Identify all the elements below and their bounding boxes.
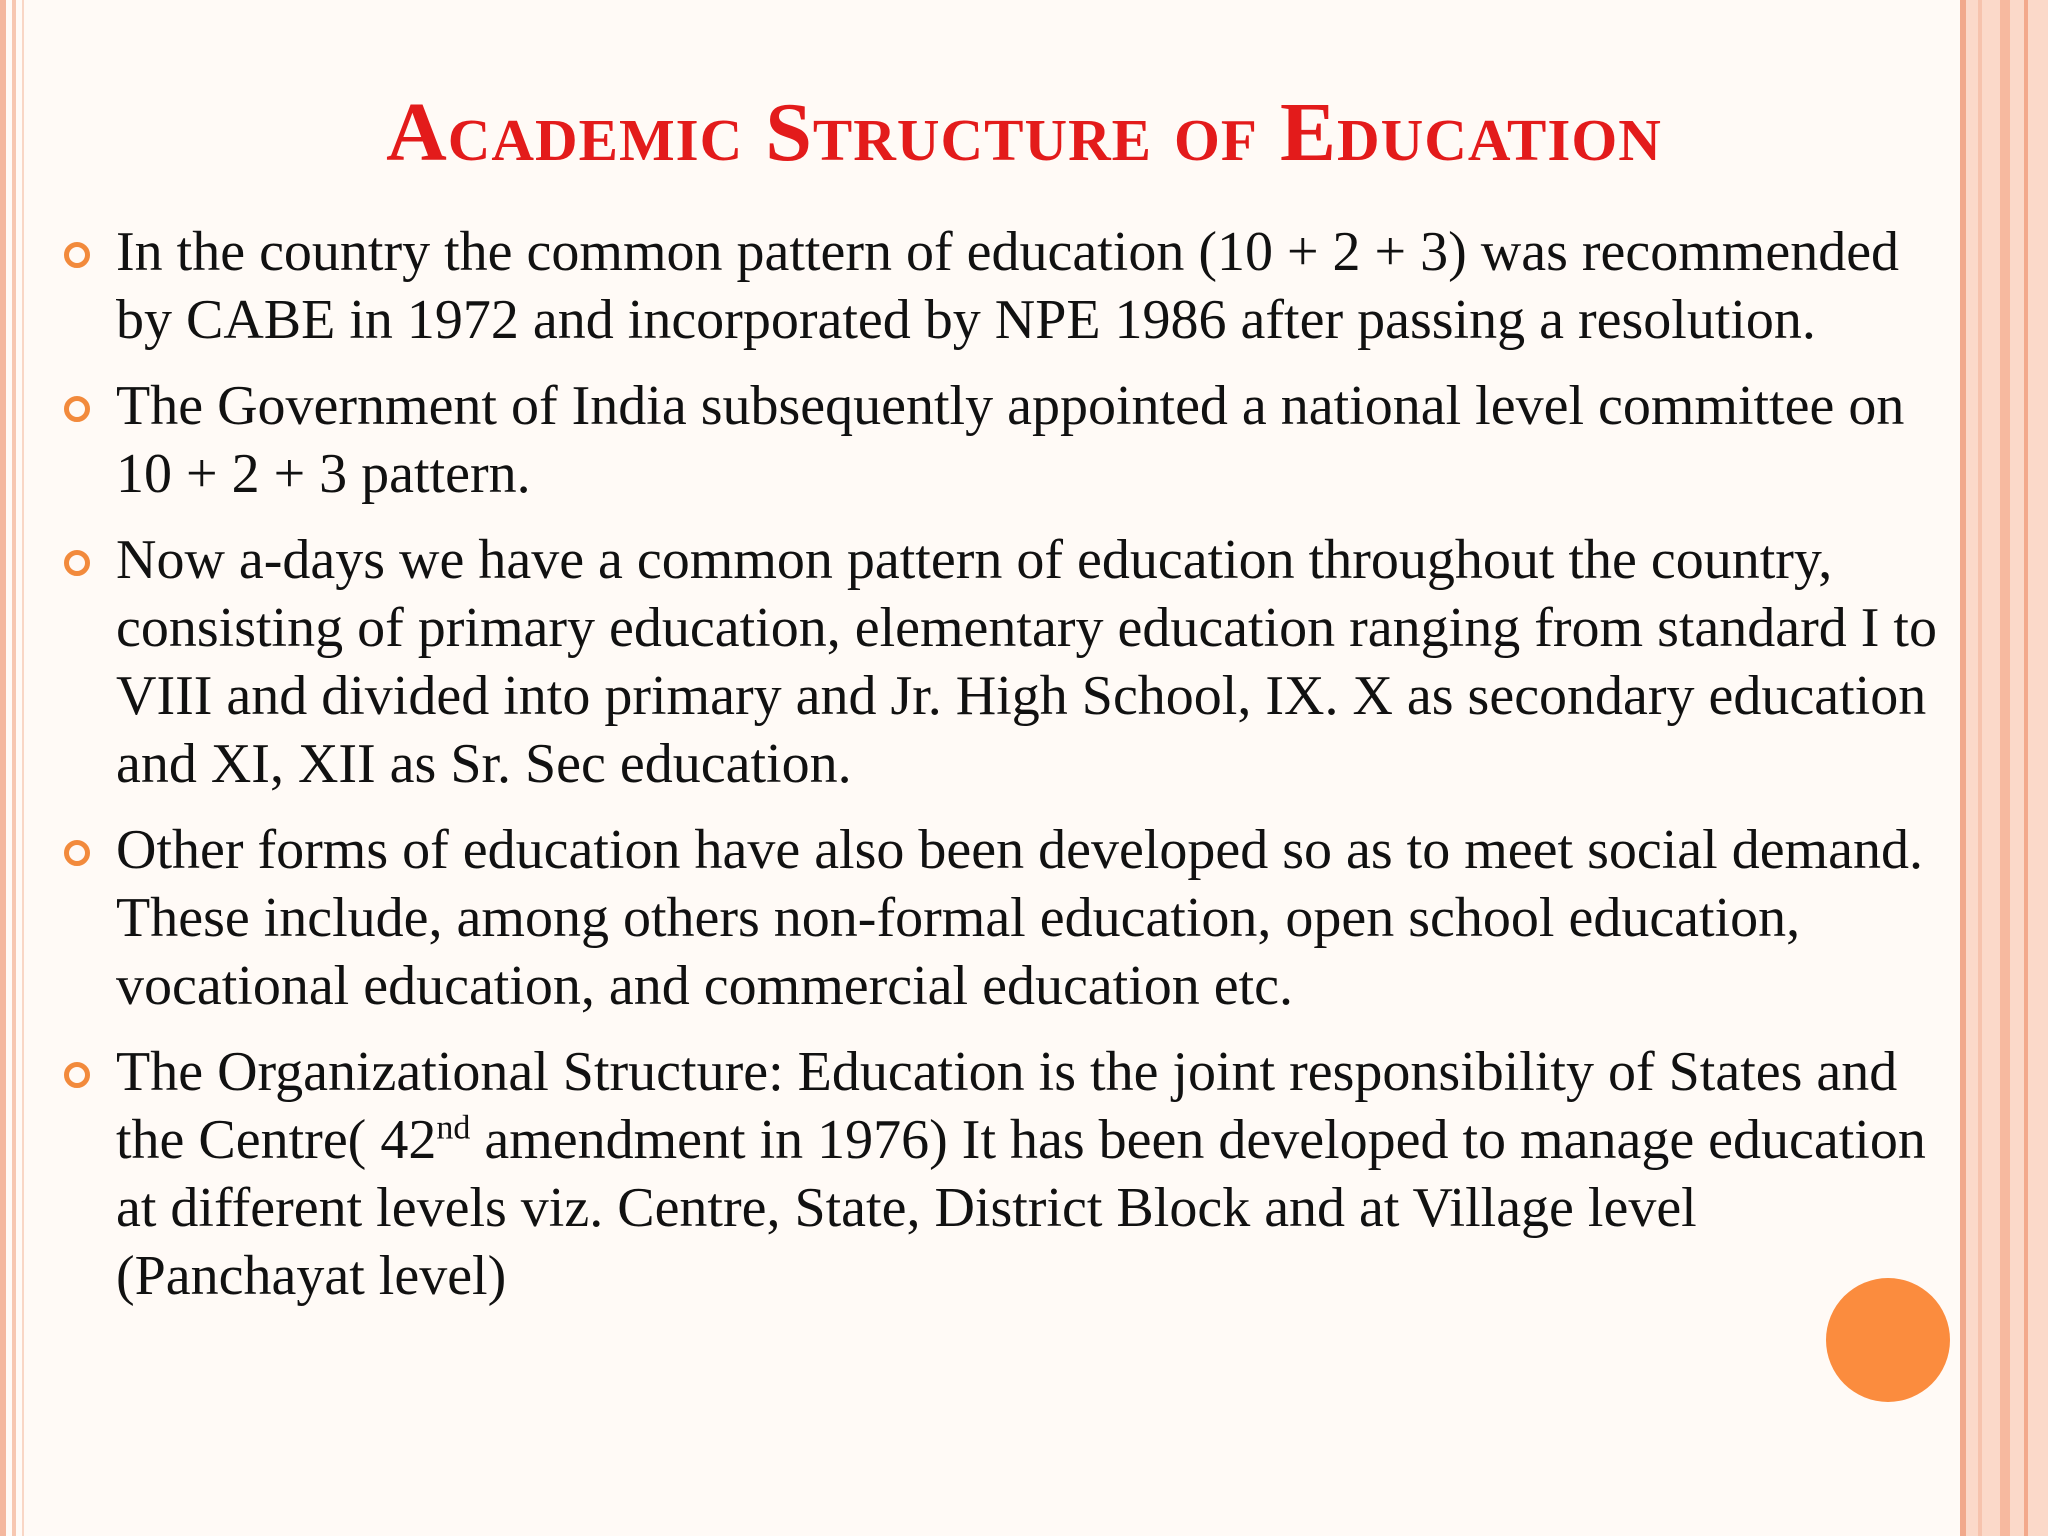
right-border-stripe (2000, 0, 2010, 1536)
bullet-item (116, 372, 1946, 508)
hollow-circle-bullet-icon (64, 396, 90, 422)
bullet-item (116, 218, 1946, 354)
bullet-text-part: amendment in 1976) It has been developed to manage education at different levels viz. Centre, State, District Block and at Village level (Panchayat level) (116, 1109, 1926, 1307)
hollow-circle-bullet-icon (64, 1062, 90, 1088)
hollow-circle-bullet-icon (64, 840, 90, 866)
bullet-text: The Government of India subsequently appointed a national level committee on 10 + 2 + 3 pattern. (116, 375, 1905, 505)
bullet-item (116, 1038, 1946, 1310)
bullet-text-part: The Organizational Structure: Education is the joint responsibility of States and the Centre( 42 (116, 1041, 1898, 1171)
bullet-item (116, 816, 1946, 1020)
bullet-text: Now a-days we have a common pattern of education throughout the country, consisting of primary education, elementary education ranging from standard I to VIII and divided into primary and Jr. High School, IX. X as secondary education and XI, XII as Sr. Sec education. (116, 529, 1937, 795)
bullet-text (116, 1041, 1926, 1307)
right-border-stripe (1960, 0, 1966, 1536)
orange-circle-decoration (1826, 1278, 1950, 1402)
hollow-circle-bullet-icon (64, 242, 90, 268)
bullet-list (116, 218, 1946, 1328)
hollow-circle-bullet-icon (64, 550, 90, 576)
right-border-stripe (1978, 0, 1982, 1536)
bullet-text: Other forms of education have also been developed so as to meet social demand. These include, among others non-formal education, open school education, vocational education, and commercial education etc. (116, 819, 1923, 1017)
left-border-stripe (12, 0, 16, 1536)
bullet-item (116, 526, 1946, 798)
left-border-stripe (0, 0, 6, 1536)
left-border-stripe (22, 0, 24, 1536)
slide-title: Academic Structure of Education (386, 86, 1662, 179)
right-border-stripe (2024, 0, 2028, 1536)
bullet-text: In the country the common pattern of education (10 + 2 + 3) was recommended by CABE in 1972 and incorporated by NPE 1986 after passing a resolution. (116, 221, 1900, 351)
superscript-ordinal: nd (436, 1109, 471, 1147)
